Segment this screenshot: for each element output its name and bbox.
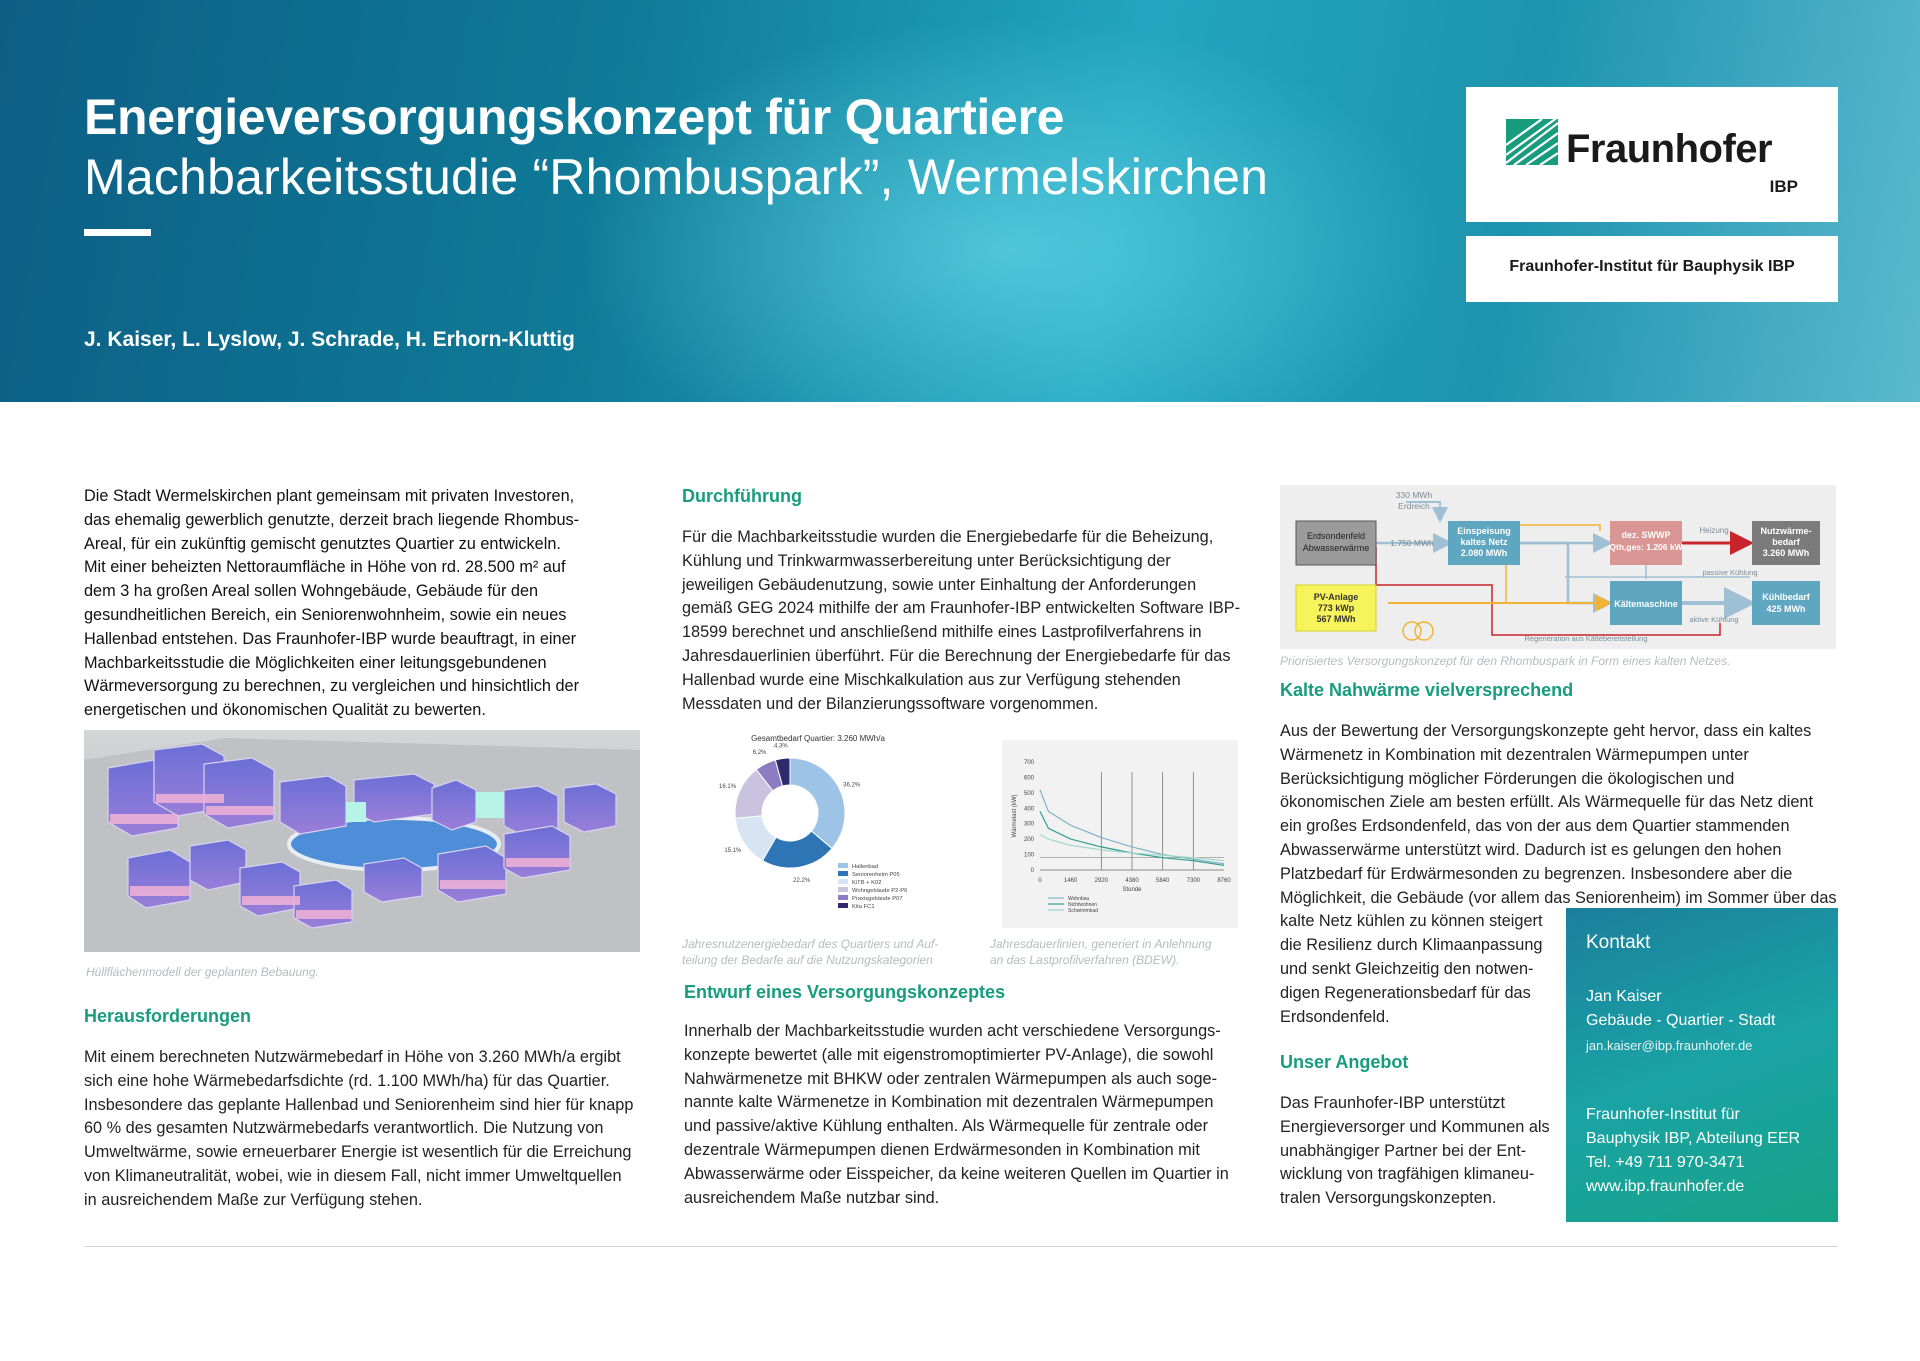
text-line: Wärmenetz in Kombination mit dezentralen Wärmepumpen unter bbox=[1280, 745, 1749, 764]
text-line: Platzbedarf für Erdwärmesonden zu begrenzen. Insbesondere aber die bbox=[1280, 864, 1793, 883]
x-tick-label: 4380 bbox=[1125, 878, 1139, 884]
text-line: Die Stadt Wermelskirchen plant gemeinsam mit privaten Investoren, bbox=[84, 487, 575, 505]
text-line: Für die Machbarkeitsstudie wurden die Energiebedarfe für die Beheizung, bbox=[682, 528, 1214, 546]
text-line: das ehemalig gewerblich genutzte, derzeit brach liegende Rhombus- bbox=[84, 510, 580, 529]
y-tick-label: 600 bbox=[1023, 775, 1034, 782]
fraunhofer-logo-icon bbox=[1506, 119, 1558, 165]
text-line: Nahwärmenetze mit BHKW oder zentralen Wärmepumpen als auch soge- bbox=[684, 1069, 1217, 1088]
herausforderungen-paragraph bbox=[84, 1046, 654, 1213]
text-line: energetischen und ökonomischen Qualität zu bewerten. bbox=[84, 701, 486, 720]
pv-kwp: 773 kWp bbox=[1317, 603, 1355, 613]
entwurf-paragraph bbox=[684, 1020, 1254, 1210]
caption-line: Jahresnutzenergiebedarf des Quartiers und Auf- bbox=[682, 937, 939, 951]
kuehlbedarf-label: Kühlbedarf bbox=[1762, 592, 1810, 602]
legend-swatch bbox=[838, 879, 848, 884]
line-chart-caption bbox=[990, 936, 1212, 968]
caption-line: teilung der Bedarfe auf die Nutzungskategorien bbox=[682, 953, 933, 967]
poster-title: Energieversorgungskonzept für Quartiere bbox=[84, 89, 1065, 145]
text-line: ein großes Erdsondenfeld, das von der aus dem Quartier stammenden bbox=[1280, 817, 1790, 836]
text-line: Das Fraunhofer-IBP unterstützt bbox=[1280, 1094, 1506, 1112]
text-line: Jahresdauerlinien überführt. Für die Berechnung der Energiebedarfe für das bbox=[682, 646, 1231, 665]
section-heading-durchfuehrung: Durchführung bbox=[682, 486, 802, 506]
title-divider bbox=[84, 229, 151, 236]
contact-phone: Tel. +49 711 970-3471 bbox=[1586, 1154, 1745, 1171]
text-line: Umweltwärme, sowie erneuerbarer Energie ist wesentlich für die Erreichung bbox=[84, 1143, 632, 1162]
x-tick-label: 2920 bbox=[1094, 878, 1109, 884]
institute-name: Fraunhofer-Institut für Bauphysik IBP bbox=[1509, 258, 1795, 275]
text-line: Mit einem berechneten Nutzwärmebedarf in Höhe von 3.260 MWh/a ergibt bbox=[84, 1048, 621, 1066]
legend-label: Wohnbau bbox=[1068, 896, 1090, 902]
text-line: jeweiligen Gebäudenutzung, sowie unter Einhaltung der Anforderungen bbox=[682, 575, 1197, 594]
text-line: Innerhalb der Machbarkeitsstudie wurden acht verschiedene Versorgungs- bbox=[684, 1022, 1221, 1040]
erdsondenfeld-label: Erdsondenfeld bbox=[1306, 531, 1366, 541]
legend-swatch bbox=[838, 887, 848, 892]
text-line: ökonomischen Ziele am besten erfüllt. Als Wärmequelle für das Netz dient bbox=[1280, 793, 1814, 812]
heizung-label: Heizung bbox=[1699, 526, 1729, 535]
kaeltemaschine-label: Kältemaschine bbox=[1614, 599, 1678, 609]
text-line: Erdsondenfeld. bbox=[1280, 1007, 1390, 1026]
passive-kuehlung-label: passive Kühlung bbox=[1702, 568, 1758, 577]
legend-label: Nichtwohnen bbox=[1068, 902, 1097, 908]
legend-label: Seniorenheim P05 bbox=[852, 872, 900, 878]
swwp-label: dez. SWWP bbox=[1621, 530, 1671, 540]
contact-email-link[interactable]: jan.kaiser@ibp.fraunhofer.de bbox=[1586, 1038, 1753, 1053]
legend-label: Wohngebäude P2-P6 bbox=[852, 888, 908, 894]
bottom-divider bbox=[84, 1246, 1838, 1247]
fraunhofer-logo[interactable] bbox=[1466, 87, 1838, 222]
load-duration-chart bbox=[1002, 740, 1238, 928]
logo-wordmark: Fraunhofer bbox=[1566, 127, 1773, 171]
building-model-image bbox=[84, 730, 640, 952]
nutzwaerme-value: 3.260 MWh bbox=[1762, 548, 1810, 558]
text-line: und senkt Gleichzeitig den notwen- bbox=[1280, 959, 1534, 978]
legend-label: Schwimmbad bbox=[1068, 908, 1099, 914]
x-tick-label: 7300 bbox=[1186, 878, 1201, 884]
section-heading-kalte-nahwaerme: Kalte Nahwärme vielversprechend bbox=[1280, 680, 1574, 700]
supply-concept-diagram bbox=[1280, 485, 1836, 649]
text-line: Abwasserwärme unterstützt wird. Dadurch ist es gelungen den hohen bbox=[1280, 840, 1782, 859]
nutzwaerme-label: Nutzwärme- bbox=[1760, 526, 1812, 536]
poster-subtitle: Machbarkeitsstudie “Rhombuspark”, Wermelskirchen bbox=[84, 149, 1269, 205]
text-line: von Klimaneutralität, wobei, wie in diesem Fall, nicht immer Umweltquellen bbox=[84, 1166, 622, 1185]
y-tick-label: 0 bbox=[1030, 868, 1034, 874]
legend-swatch bbox=[838, 903, 848, 908]
erdreich-label: Erdreich bbox=[1398, 501, 1430, 511]
abwasserwaerme-label: Abwasserwärme bbox=[1302, 543, 1370, 553]
text-line: ausreichendem Maße nutzbar sind. bbox=[684, 1188, 940, 1207]
einspeisung-value: 2.080 MWh bbox=[1460, 548, 1508, 558]
text-line: Aus der Bewertung der Versorgungskonzepte geht hervor, dass ein kaltes bbox=[1280, 722, 1812, 740]
intro-paragraph bbox=[84, 485, 644, 723]
text-line: Berücksichtigung möglicher Förderungen die ökologischen und bbox=[1280, 769, 1735, 788]
flow-1750-label: 1.750 MWh bbox=[1390, 538, 1434, 548]
donut-label: 16.1% bbox=[719, 784, 737, 791]
text-line: wicklung von tragfähigen klimaneu- bbox=[1280, 1165, 1535, 1184]
angebot-paragraph bbox=[1280, 1092, 1556, 1211]
y-tick-label: 700 bbox=[1023, 760, 1034, 766]
donut-label: 15.1% bbox=[724, 847, 742, 854]
donut-label: 36.2% bbox=[843, 782, 861, 789]
x-tick-label: 0 bbox=[1038, 878, 1042, 884]
text-line: digen Regenerationsbedarf für das bbox=[1280, 983, 1531, 1002]
section-heading-angebot: Unser Angebot bbox=[1280, 1052, 1409, 1072]
text-line: dem 3 ha großen Areal sollen Wohngebäude, Gebäude für den bbox=[84, 582, 539, 601]
donut-caption bbox=[682, 936, 938, 968]
text-line: Möglichkeit, die Gebäude (vor allem das Seniorenheim) im Sommer über das bbox=[1280, 888, 1837, 907]
diagram-caption: Priorisiertes Versorgungskonzept für den Rhombuspark in Form eines kalten Netzes. bbox=[1280, 654, 1731, 668]
x-axis-label: Stunde bbox=[1122, 887, 1142, 893]
chart-background bbox=[1002, 740, 1238, 928]
donut-slice bbox=[790, 758, 845, 848]
text-line: unabhängiger Partner bei der Ent- bbox=[1280, 1141, 1527, 1160]
model-caption: Hüllflächenmodell der geplanten Bebauung. bbox=[86, 965, 319, 979]
kaltes-netz-label: kaltes Netz bbox=[1460, 537, 1508, 547]
text-line: Kühlung und Trinkwarmwasserbereitung unter Berücksichtigung der bbox=[682, 551, 1171, 570]
text-line: kalte Netz kühlen zu können steigert bbox=[1280, 912, 1543, 931]
text-line: Messdaten und der Bilanzierungssoftware vorgenommen. bbox=[682, 694, 1099, 713]
text-line: Mit einer beheizten Nettoraumfläche in Höhe von rd. 28.500 m² auf bbox=[84, 558, 566, 577]
regeneration-label: Regeneration aus Kältebereitstellung bbox=[1524, 634, 1648, 643]
kuehlbedarf-value: 425 MWh bbox=[1766, 604, 1806, 614]
text-line: nannte kalte Wärmenetze in Kombination mit dezentralen Wärmepumpen bbox=[684, 1093, 1214, 1112]
text-line: Energieversorger und Kommunen als bbox=[1280, 1117, 1550, 1136]
text-line: Wärmeversorgung zu berechnen, zu vergleichen und hinsichtlich der bbox=[84, 677, 580, 696]
swwp-value: Qth,ges: 1.206 kW bbox=[1609, 542, 1683, 552]
text-line: Hallenbad entstehen. Das Fraunhofer-IBP wurde beauftragt, in einer bbox=[84, 629, 577, 648]
text-line: dezentrale Wärmepumpen dienen Erdwärmesonden in Kombination mit bbox=[684, 1140, 1200, 1159]
x-tick-label: 8760 bbox=[1217, 878, 1231, 884]
text-line: 60 % des gesamten Nutzwärmebedarfs verantwortlich. Die Nutzung von bbox=[84, 1119, 604, 1138]
legend-label: Praxisgebäude P07 bbox=[852, 896, 903, 902]
donut-title: Gesamtbedarf Quartier: 3.260 MWh/a bbox=[751, 734, 885, 743]
section-heading-entwurf: Entwurf eines Versorgungskonzeptes bbox=[684, 982, 1006, 1002]
donut-label: 4.3% bbox=[774, 743, 788, 750]
x-tick-label: 1460 bbox=[1063, 878, 1078, 884]
y-tick-label: 400 bbox=[1023, 806, 1034, 813]
caption-line: an das Lastprofilverfahren (BDEW). bbox=[990, 953, 1180, 967]
header-band bbox=[0, 0, 1920, 402]
institute-box bbox=[1466, 236, 1838, 302]
y-tick-label: 300 bbox=[1023, 821, 1034, 828]
text-line: und passive/aktive Kühlung enthalten. Als Wärmequelle für zentrale oder bbox=[684, 1117, 1209, 1136]
donut-label: 22.2% bbox=[793, 877, 811, 884]
text-line: konzepte bewertet (alle mit eigenstromoptimierter PV-Anlage), die sowohl bbox=[684, 1045, 1214, 1064]
section-heading-herausforderungen: Herausforderungen bbox=[84, 1006, 252, 1026]
erdreich-value: 330 MWh bbox=[1395, 490, 1433, 500]
donut-label: 6.2% bbox=[752, 750, 767, 757]
text-line: die Resilienz durch Klimaanpassung bbox=[1280, 936, 1543, 955]
contact-institute-line2: Bauphysik IBP, Abteilung EER bbox=[1586, 1130, 1801, 1147]
legend-label: KiTB + K02 bbox=[852, 880, 882, 886]
y-tick-label: 500 bbox=[1023, 790, 1034, 797]
text-line: Machbarkeitsstudie die Möglichkeiten einer leitungsgebundenen bbox=[84, 653, 547, 672]
contact-institute-line1: Fraunhofer-Institut für bbox=[1586, 1106, 1740, 1123]
y-tick-label: 200 bbox=[1023, 837, 1034, 844]
contact-title: Kontakt bbox=[1586, 932, 1651, 953]
caption-line: Jahresdauerlinien, generiert in Anlehnung bbox=[990, 937, 1212, 951]
contact-website-link[interactable]: www.ibp.fraunhofer.de bbox=[1586, 1178, 1745, 1195]
y-axis-label: Wärmelast (kW) bbox=[1012, 794, 1018, 838]
text-line: gemäß GEG 2024 mithilfe der am Fraunhofer-IBP entwickelten Software IBP- bbox=[682, 599, 1241, 618]
legend-swatch bbox=[838, 871, 848, 876]
donut-chart bbox=[700, 728, 970, 924]
contact-box bbox=[1566, 908, 1838, 1222]
text-line: tralen Versorgungskonzepten. bbox=[1280, 1189, 1497, 1208]
text-line: sich eine hohe Wärmebedarfsdichte (rd. 1.100 MWh/ha) für das Quartier. bbox=[84, 1071, 610, 1090]
authors: J. Kaiser, L. Lyslow, J. Schrade, H. Erhorn-Kluttig bbox=[84, 328, 575, 351]
durchfuehrung-paragraph bbox=[682, 526, 1252, 716]
legend-label: Kita FC1 bbox=[852, 904, 875, 910]
einspeisung-label: Einspeisung bbox=[1457, 526, 1511, 536]
pv-label: PV-Anlage bbox=[1313, 592, 1359, 602]
legend-swatch bbox=[838, 863, 848, 868]
text-line: in ausreichendem Maße zur Verfügung stehen. bbox=[84, 1190, 423, 1209]
pv-mwh: 567 MWh bbox=[1316, 614, 1356, 624]
text-line: Hallenbad wurde eine Mischkalkulation aus zur Verfügung stehenden bbox=[682, 670, 1181, 689]
x-tick-label: 5840 bbox=[1155, 878, 1170, 884]
text-line: Insbesondere das geplante Hallenbad und Seniorenheim sind hier für knapp bbox=[84, 1095, 634, 1114]
aktive-kuehlung-label: aktive Kühlung bbox=[1689, 615, 1739, 624]
y-tick-label: 100 bbox=[1023, 852, 1034, 859]
legend-label: Hallenbad bbox=[852, 864, 879, 870]
text-line: gesundheitlichen Bereich, ein Seniorenwohnheim, sowie ein neues bbox=[84, 605, 567, 624]
text-line: Areal, für ein zukünftig gemischt genutztes Quartier zu entwickeln. bbox=[84, 534, 561, 553]
text-line: Abwasserwärme oder Eisspeicher, da keine weiteren Quellen im Quartier in bbox=[684, 1164, 1229, 1183]
legend-swatch bbox=[838, 895, 848, 900]
bedarf-label: bedarf bbox=[1772, 537, 1800, 547]
logo-subtitle: IBP bbox=[1769, 177, 1798, 196]
contact-role: Gebäude - Quartier - Stadt bbox=[1586, 1012, 1776, 1029]
text-line: 18599 berechnet und anschließend mithilfe eines Lastprofilverfahrens in bbox=[682, 623, 1202, 642]
contact-name: Jan Kaiser bbox=[1586, 988, 1662, 1005]
